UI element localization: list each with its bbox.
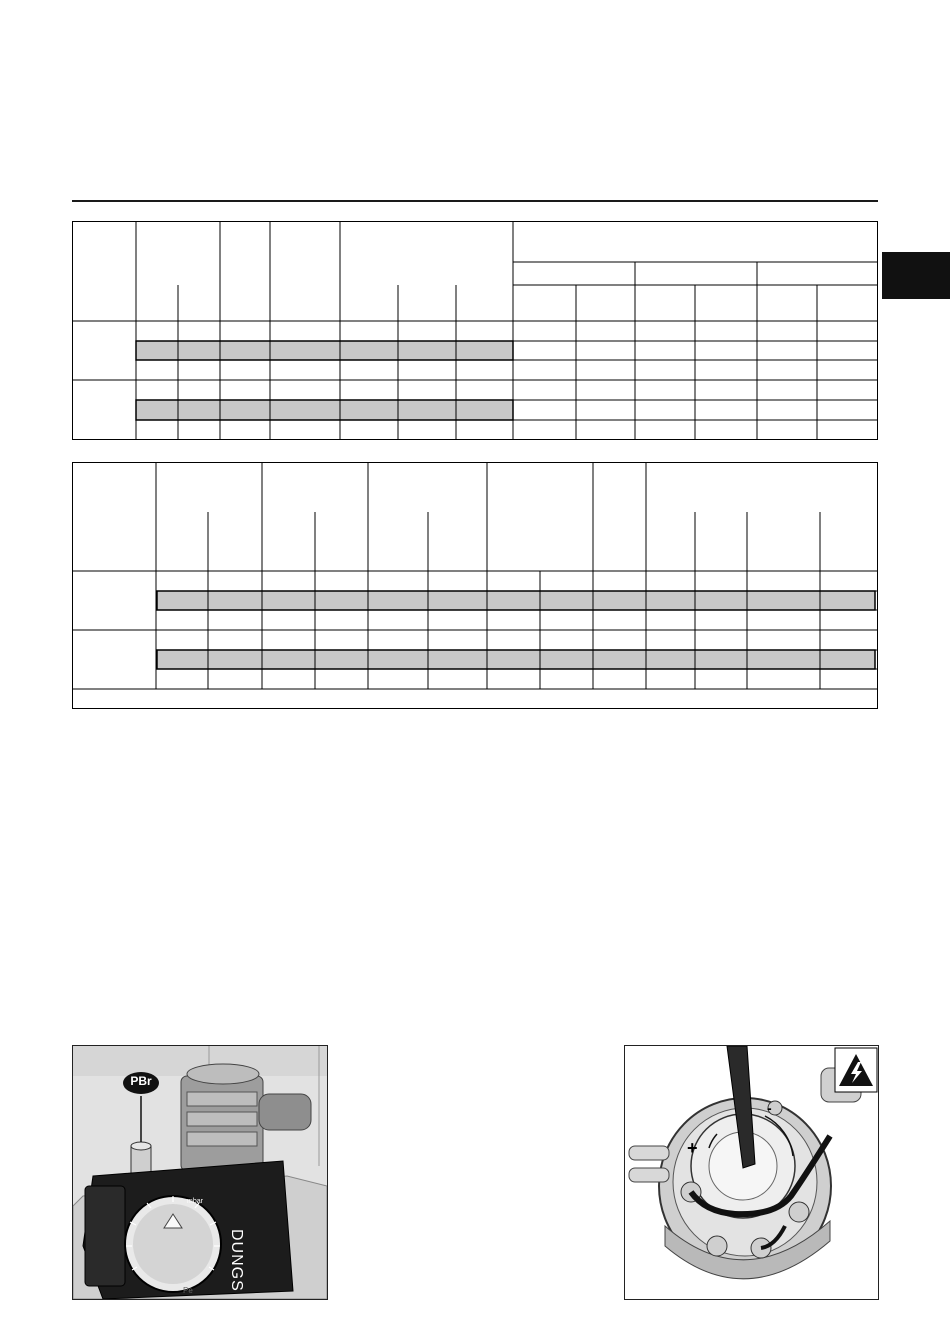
port-label: Pe [183,1286,193,1295]
table-2-highlight-row-2 [157,650,875,669]
section-tab-marker [882,252,950,299]
brand-label: DUNGS [228,1229,245,1292]
unit-label: mbar [187,1198,203,1205]
minus-label: - [767,1100,772,1116]
figure-pressure-switch [72,1045,328,1300]
table-2-highlight-row-1 [157,591,875,610]
pbr-callout-label: PBr [130,1074,152,1088]
figure-adjustment-screw [624,1045,879,1300]
header-rule [72,200,878,202]
plus-label: + [687,1138,698,1158]
table-1 [72,221,878,441]
table-2 [72,462,878,710]
